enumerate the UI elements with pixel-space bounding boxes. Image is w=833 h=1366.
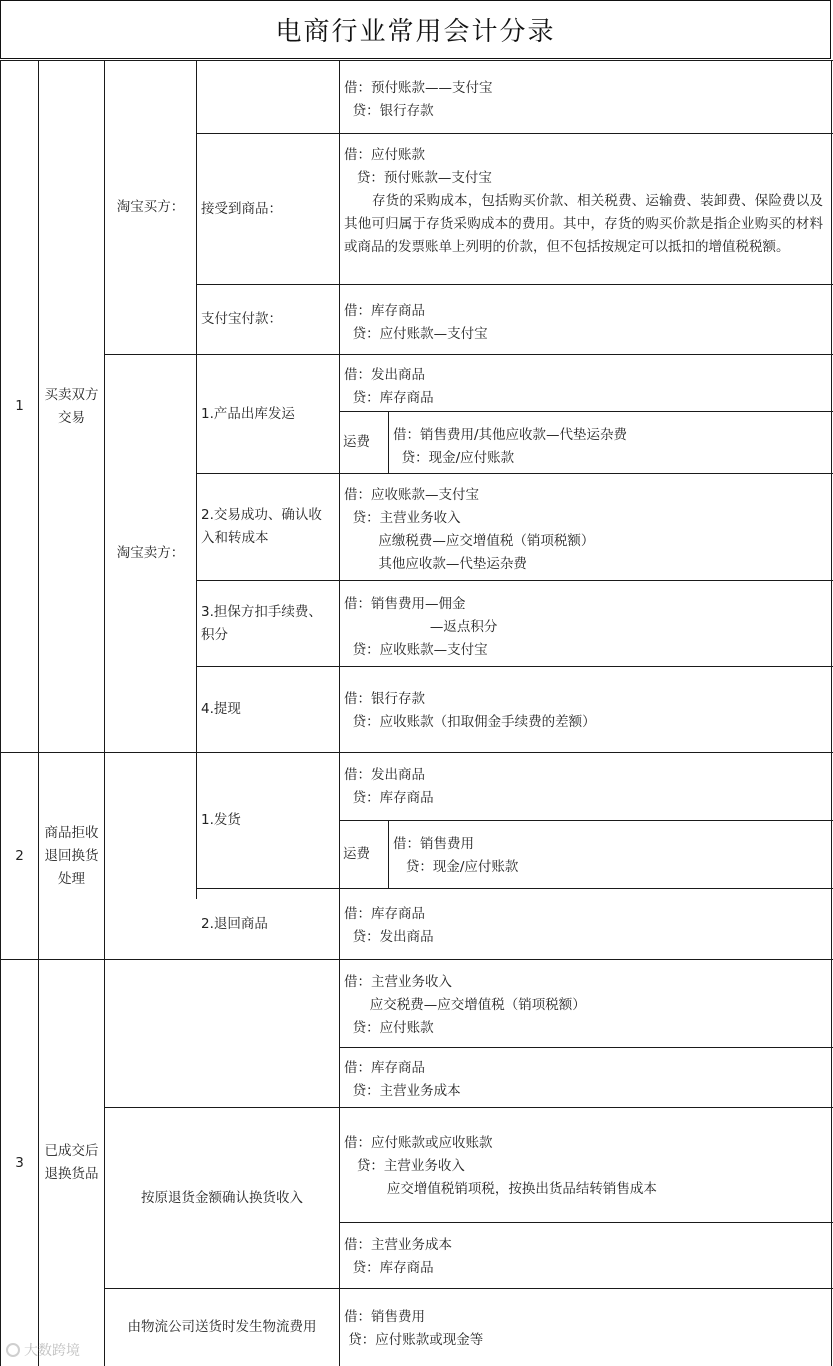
section-number: 3	[15, 1154, 24, 1171]
step-label: 1.产品出库发运	[201, 405, 295, 422]
step-label: 支付宝付款：	[201, 311, 282, 327]
entry-note: 存货的采购成本，包括购买价款、相关税费、运输费、装卸费、保险费以及其他可归属于存货采购成本的费用。其中，存货的购买价款是指企业购买的材料或商品的发票账单上列明的价款，但不包括按规定可以抵扣的增值税税额。	[344, 193, 823, 255]
entry-line: 借：主营业务收入	[344, 974, 452, 990]
step-label: 3.担保方扣手续费、积分	[201, 603, 322, 643]
entry-line: 借：应收账款—支付宝	[344, 487, 479, 503]
journal-entry	[389, 418, 831, 473]
table-right-border	[831, 60, 832, 1366]
row-label: 按原退货金额确认换货收入	[141, 1189, 303, 1206]
row-label: 由物流公司送货时发生物流费用	[127, 1319, 317, 1335]
entry-line: 借：库存商品	[344, 906, 425, 922]
step-label: 接受到商品：	[201, 200, 282, 217]
entry-line: 贷：库存商品	[344, 1260, 434, 1276]
entry-line: 其他应收款—代垫运杂费	[344, 556, 527, 572]
row-divider	[339, 411, 833, 412]
watermark-text: 大数跨境	[24, 1343, 80, 1359]
entry-line: 应缴税费—应交增值税（销项税额）	[344, 533, 595, 549]
party-label: 淘宝买方：	[116, 199, 185, 215]
journal-table	[0, 60, 833, 1366]
entry-line: 应交增值税销项税，按换出货品结转销售成本	[344, 1181, 657, 1197]
journal-entry	[340, 1126, 831, 1222]
journal-entry	[340, 897, 831, 959]
entry-line: 贷：主营业务收入	[344, 1158, 465, 1174]
journal-entry	[340, 1051, 831, 1107]
entry-line: 贷：应付账款—支付宝	[344, 326, 488, 342]
section-topic: 已成交后退换货品	[44, 1143, 99, 1182]
entry-line: 借：应付账款或应收账款	[344, 1135, 493, 1151]
entry-line: 贷：应收账款（扣取佣金手续费的差额）	[344, 714, 596, 730]
journal-entry	[340, 358, 831, 411]
row-divider	[339, 1222, 833, 1223]
watermark	[6, 1340, 80, 1360]
watermark-logo-icon	[6, 1343, 20, 1357]
entry-line: 借：预付账款——支付宝	[344, 80, 493, 96]
entry-line: 借：销售费用	[344, 1309, 425, 1325]
journal-entry	[340, 478, 831, 580]
journal-entry	[340, 138, 831, 284]
step-label: 4.提现	[201, 701, 241, 717]
journal-entry	[389, 827, 831, 888]
section-number: 2	[15, 847, 24, 864]
entry-line: 贷：预付账款—支付宝	[344, 170, 492, 186]
journal-entry	[340, 758, 831, 820]
row-divider	[339, 1047, 833, 1048]
entry-line: 贷：现金/应付账款	[393, 450, 515, 466]
entry-line: 借：银行存款	[344, 691, 425, 707]
section-divider	[0, 752, 833, 753]
step-label: 1.发货	[201, 812, 241, 828]
row-label	[105, 960, 339, 1107]
step-label: 2.交易成功、确认收入和转成本	[201, 507, 322, 546]
entry-line: 借：应付账款	[344, 147, 425, 163]
freight-label: 运费	[343, 434, 370, 450]
entry-line: 借：销售费用	[393, 836, 474, 852]
entry-line: 贷：库存商品	[344, 790, 434, 806]
party-label: 淘宝卖方：	[116, 545, 185, 561]
entry-line: 借：库存商品	[344, 1060, 425, 1076]
entry-line: 借：库存商品	[344, 303, 425, 319]
entry-line: 贷：主营业务成本	[344, 1083, 461, 1099]
freight-label: 运费	[343, 846, 370, 862]
step-label	[197, 61, 339, 133]
entry-line: 贷：银行存款	[344, 103, 434, 119]
section-number: 1	[15, 398, 24, 414]
section-topic: 商品拒收退回换货处理	[44, 824, 99, 887]
journal-entry	[340, 682, 831, 752]
entry-line: 贷：现金/应付账款	[393, 859, 519, 875]
entry-line: 借：发出商品	[344, 367, 425, 383]
entry-line: 贷：应付账款或现金等	[344, 1332, 484, 1348]
entry-line: 贷：应付账款	[344, 1020, 434, 1036]
entry-line: 借：销售费用—佣金	[344, 596, 466, 612]
section-topic: 买卖双方交易	[44, 386, 99, 426]
entry-line: 借：销售费用/其他应收款—代垫运杂费	[393, 427, 628, 443]
row-divider	[339, 820, 833, 821]
entry-line: 贷：库存商品	[344, 390, 434, 406]
entry-line: —返点积分	[344, 619, 498, 635]
entry-line: 借：主营业务成本	[344, 1237, 452, 1253]
entry-line: 应交税费—应交增值税（销项税额）	[344, 997, 586, 1013]
journal-entry	[340, 294, 831, 354]
journal-entry	[340, 587, 831, 666]
document-title: 电商行业常用会计分录	[0, 0, 831, 59]
entry-line: 贷：发出商品	[344, 929, 434, 945]
journal-entry	[340, 71, 831, 133]
entry-line: 贷：应收账款—支付宝	[344, 642, 488, 658]
journal-entry	[340, 1300, 831, 1366]
entry-line: 借：发出商品	[344, 767, 425, 783]
journal-entry	[340, 965, 831, 1047]
entry-line: 贷：主营业务收入	[344, 510, 461, 526]
step-label: 2.退回商品	[201, 915, 268, 932]
journal-entry	[340, 1228, 831, 1288]
